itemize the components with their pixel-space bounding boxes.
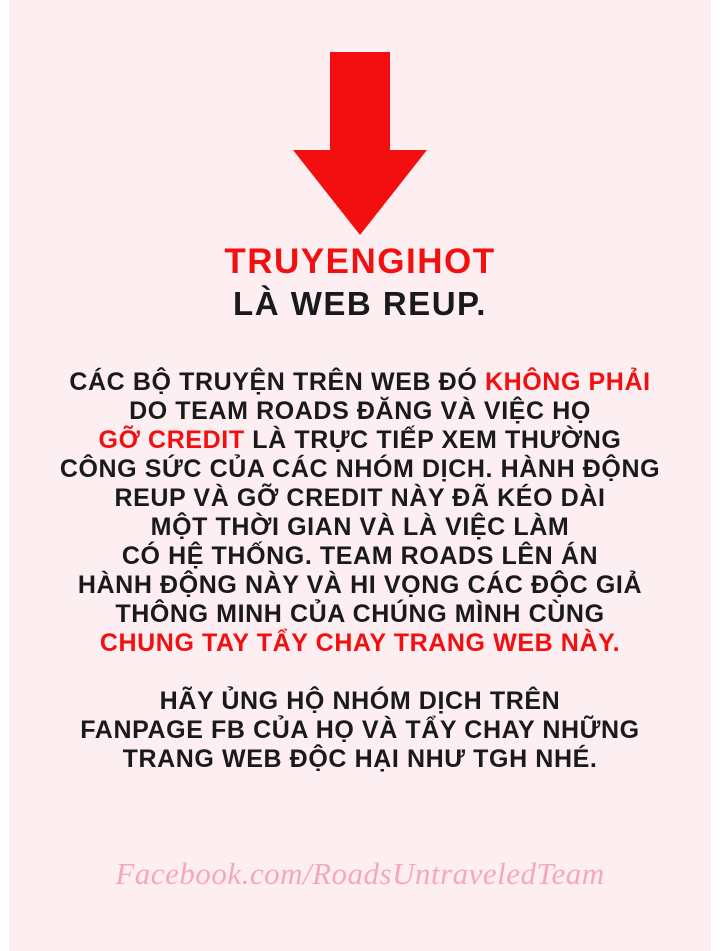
body-text-normal: THÔNG MINH CỦA CHÚNG MÌNH CÙNG (115, 600, 605, 628)
arrow-container (0, 52, 720, 235)
body-text-normal: CÁC BỘ TRUYỆN TRÊN WEB ĐÓ (69, 368, 485, 396)
headline-subtitle: LÀ WEB REUP. (233, 285, 487, 323)
body-text-normal: FANPAGE FB CỦA HỌ VÀ TẨY CHAY NHỮNG (80, 716, 640, 744)
body-line (0, 513, 720, 542)
body-text-normal: MỘT THỜI GIAN VÀ LÀ VIỆC LÀM (150, 513, 570, 541)
body-text-normal: REUP VÀ GỠ CREDIT NÀY ĐÃ KÉO DÀI (114, 484, 606, 512)
facebook-credit: Facebook.com/RoadsUntraveledTeam (115, 856, 605, 891)
body-text-normal: LÀ TRỰC TIẾP XEM THƯỜNG (244, 426, 622, 454)
notice-body (0, 368, 720, 774)
headline-site-name: TRUYENGIHOT (224, 242, 496, 281)
body-line (0, 397, 720, 426)
body-line (0, 368, 720, 397)
body-line (0, 426, 720, 455)
body-text-normal: DO TEAM ROADS ĐĂNG VÀ VIỆC HỌ (129, 397, 591, 425)
body-text-emphasis: KHÔNG PHẢI (484, 368, 651, 396)
body-text-normal: CÓ HỆ THỐNG. TEAM ROADS LÊN ÁN (121, 542, 599, 570)
body-line (0, 600, 720, 629)
page-title (0, 242, 720, 323)
body-line (0, 687, 720, 716)
body-line-spacer (0, 658, 720, 687)
body-line (0, 455, 720, 484)
body-text-emphasis: CHUNG TAY TẨY CHAY TRANG WEB NÀY. (99, 629, 621, 657)
down-arrow-icon (293, 52, 427, 235)
body-line (0, 542, 720, 571)
body-text-normal: TRANG WEB ĐỘC HẠI NHƯ TGH NHÉ. (122, 745, 598, 773)
body-text-normal: CÔNG SỨC CỦA CÁC NHÓM DỊCH. HÀNH ĐỘNG (59, 455, 661, 483)
body-line (0, 484, 720, 513)
body-line (0, 629, 720, 658)
body-text-normal: HÀNH ĐỘNG NÀY VÀ HI VỌNG CÁC ĐỘC GIẢ (77, 571, 643, 599)
body-text-emphasis: GỠ CREDIT (98, 426, 245, 454)
body-line (0, 745, 720, 774)
body-line (0, 716, 720, 745)
body-line (0, 571, 720, 600)
body-text-normal: HÃY ỦNG HỘ NHÓM DỊCH TRÊN (159, 687, 561, 715)
